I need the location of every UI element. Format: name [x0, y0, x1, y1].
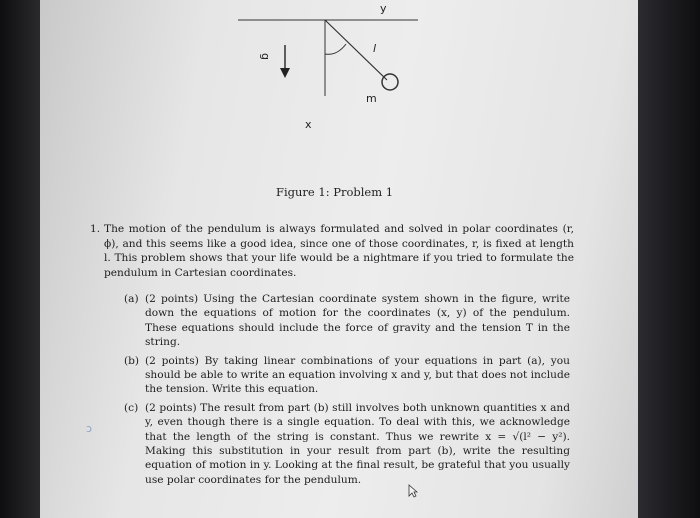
mouse-cursor-icon — [408, 484, 418, 498]
part-a-label: (a) — [124, 293, 139, 305]
part-b-text: (2 points) By taking linear combinations of your equations in part (a), you should be able to write an equation involving x and y, but that does not include the tension. Write this equation. — [145, 354, 570, 396]
angle-arc — [325, 44, 346, 54]
part-c-label: (c) — [124, 401, 139, 414]
desk-background-right — [638, 0, 700, 518]
part-b-label: (b) — [124, 354, 140, 367]
pendulum-string — [325, 20, 387, 80]
figure-caption: Figure 1: Problem 1 — [276, 185, 394, 199]
axis-x-label: x — [305, 118, 312, 131]
problem-1 — [90, 222, 574, 280]
paper-page — [40, 0, 638, 518]
problem-parts — [124, 292, 570, 491]
part-b — [124, 354, 570, 397]
margin-mark: ↄ — [86, 422, 93, 435]
part-a-text: (2 points) Using the Cartesian coordinate system shown in the figure, write down the equations of motion for the coordinates (x, y) of the pendulum. These equations should include the force of gravity and the tension T in the string. — [145, 293, 570, 349]
part-a — [124, 292, 570, 350]
mass-label: m — [366, 92, 377, 105]
part-c — [124, 401, 570, 487]
pendulum-figure — [40, 0, 638, 150]
axis-y-label: y — [380, 2, 387, 15]
desk-background-left — [0, 0, 40, 518]
gravity-label: g — [258, 53, 272, 60]
part-c-text: (2 points) The result from part (b) still involves both unknown quantities x and y, even though there is a single equation. To deal with this, we acknowledge that the length of the string is constant. Thus we rewrite x = √(l² − y²). Making this substitution in your result from part (b), write the resulting equation of motion in y. Looking at the final result, be grateful that you usually use polar coordinates for the pendulum. — [145, 401, 570, 486]
length-label: l — [373, 42, 377, 55]
pendulum-bob — [382, 74, 398, 90]
problem-text: The motion of the pendulum is always formulated and solved in polar coordinates (r, ϕ), and this seems like a good idea, since one of those coordinates, r, is fixed at length l. This problem shows that your life would be a nightmare if you tried to formulate the pendulum in Cartesian coordinates. — [104, 223, 574, 279]
problem-number: 1. — [90, 223, 101, 235]
gravity-arrow-head — [280, 68, 290, 78]
